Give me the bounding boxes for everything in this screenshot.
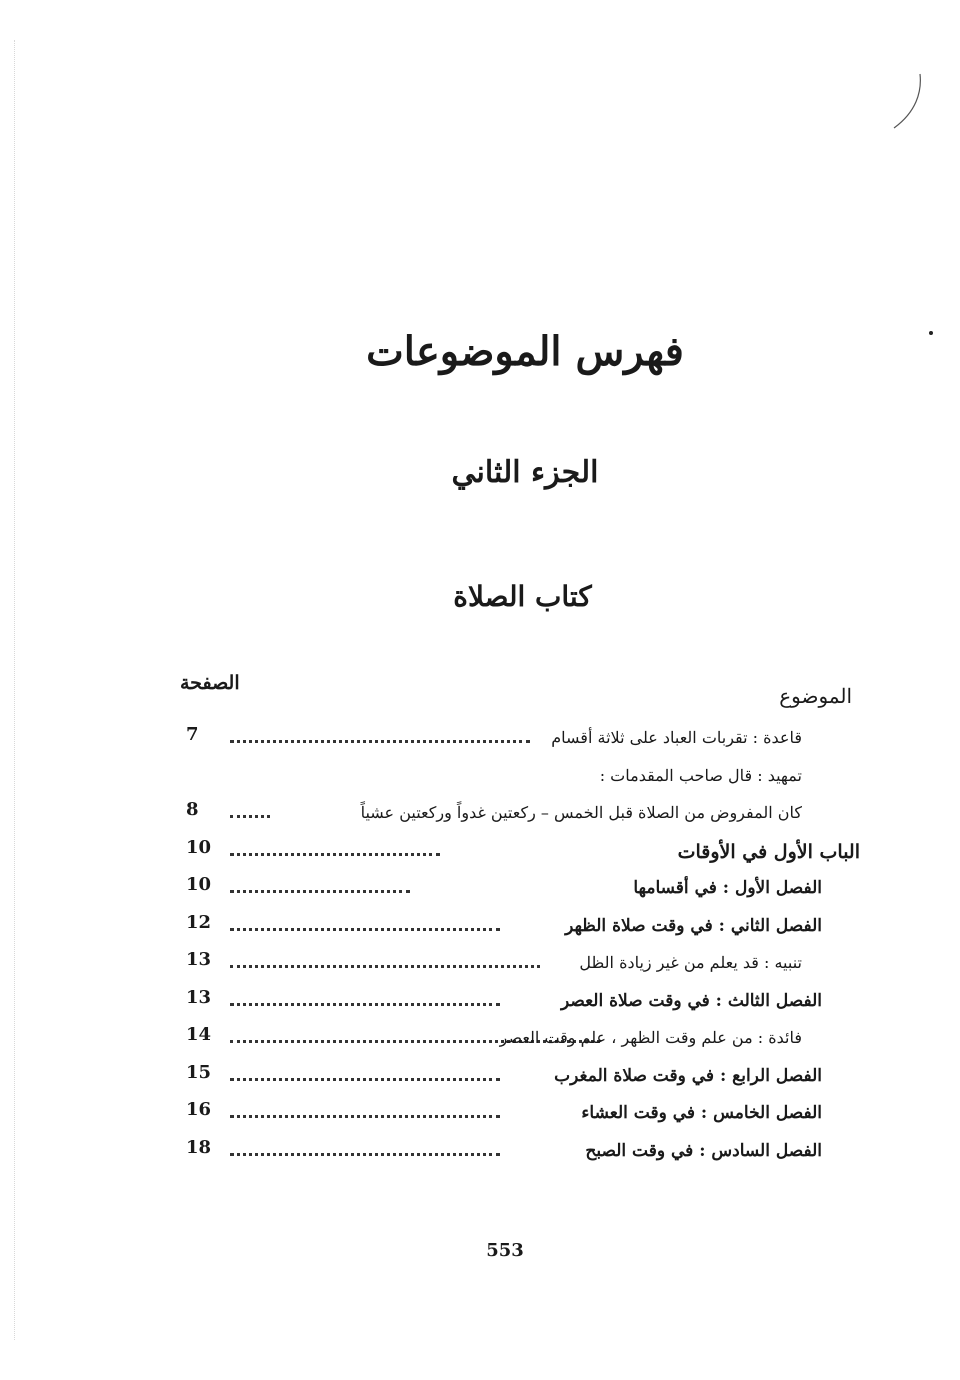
toc-entry-title: قاعدة : تقربات العباد على ثلاثة أقسام <box>551 728 802 747</box>
toc-entry <box>180 1024 860 1062</box>
column-header-topic: الموضوع <box>779 684 852 708</box>
toc-entry <box>180 1062 860 1100</box>
toc-leader-dots <box>230 1066 500 1081</box>
toc-entry-title: الفصل الأول : في أقسامها <box>633 878 822 898</box>
toc-entry-title: كان المفروض من الصلاة قبل الخمس – ركعتين غدواً وركعتين عشياً <box>360 803 802 822</box>
toc-entry-page: 13 <box>186 949 212 970</box>
toc-entry-page: 16 <box>186 1099 212 1120</box>
toc-entry-title: تمهيد : قال صاحب المقدمات : <box>599 765 802 785</box>
toc-entry-page: 13 <box>186 986 212 1008</box>
toc-entry-title: الفصل السادس : في وقت الصبح <box>585 1140 822 1161</box>
column-header-page: الصفحة <box>180 672 240 694</box>
toc-entry-title: الفصل الخامس : في وقت العشاء <box>581 1103 822 1123</box>
toc-entry-title: تنبيه : قد يعلم من غير زيادة الظل <box>579 953 802 972</box>
toc-leader-dots <box>230 803 270 818</box>
toc-entry-page: 12 <box>186 911 212 933</box>
toc-leader-dots <box>230 728 530 743</box>
toc-entry-title: فائدة : من علم وقت الظهر ، علم وقت العصر <box>499 1028 802 1047</box>
toc-entry <box>180 724 860 762</box>
toc-entry-title: الفصل الرابع : في وقت صلاة المغرب <box>554 1065 822 1086</box>
toc-entry <box>180 799 860 837</box>
toc-leader-dots <box>230 916 500 931</box>
pencil-stroke-mark <box>890 72 930 132</box>
toc-entry-page: 10 <box>186 836 212 858</box>
page-edge-mark <box>14 40 16 1340</box>
toc-leader-dots <box>230 878 410 893</box>
part-title: الجزء الثاني <box>451 455 599 490</box>
toc-entry-page: 8 <box>186 799 199 820</box>
toc-entry-page: 14 <box>186 1024 212 1045</box>
toc-entry <box>180 874 860 912</box>
table-of-contents <box>180 724 860 1174</box>
toc-leader-dots <box>230 1141 500 1156</box>
book-title: كتاب الصلاة <box>453 580 592 613</box>
toc-entry-title: الفصل الثاني : في وقت صلاة الظهر <box>565 915 822 936</box>
toc-entry <box>180 762 860 800</box>
toc-entry-page: 15 <box>186 1061 212 1083</box>
toc-entry-page: 18 <box>186 1136 212 1158</box>
toc-entry-title: الباب الأول في الأوقات <box>677 840 860 863</box>
toc-leader-dots <box>230 841 440 856</box>
toc-entry <box>180 949 860 987</box>
toc-entry <box>180 1137 860 1175</box>
toc-entry <box>180 1099 860 1137</box>
page-title: فهرس الموضوعات <box>366 328 684 375</box>
toc-entry <box>180 912 860 950</box>
toc-entry-page: 10 <box>186 874 212 895</box>
toc-entry-title: الفصل الثالث : في وقت صلاة العصر <box>560 990 822 1011</box>
toc-leader-dots <box>230 1103 500 1118</box>
toc-leader-dots <box>230 991 500 1006</box>
toc-leader-dots <box>230 953 540 968</box>
toc-entry-page: 7 <box>186 724 199 745</box>
toc-entry <box>180 837 860 875</box>
page-number: 553 <box>486 1240 524 1261</box>
toc-entry <box>180 987 860 1025</box>
